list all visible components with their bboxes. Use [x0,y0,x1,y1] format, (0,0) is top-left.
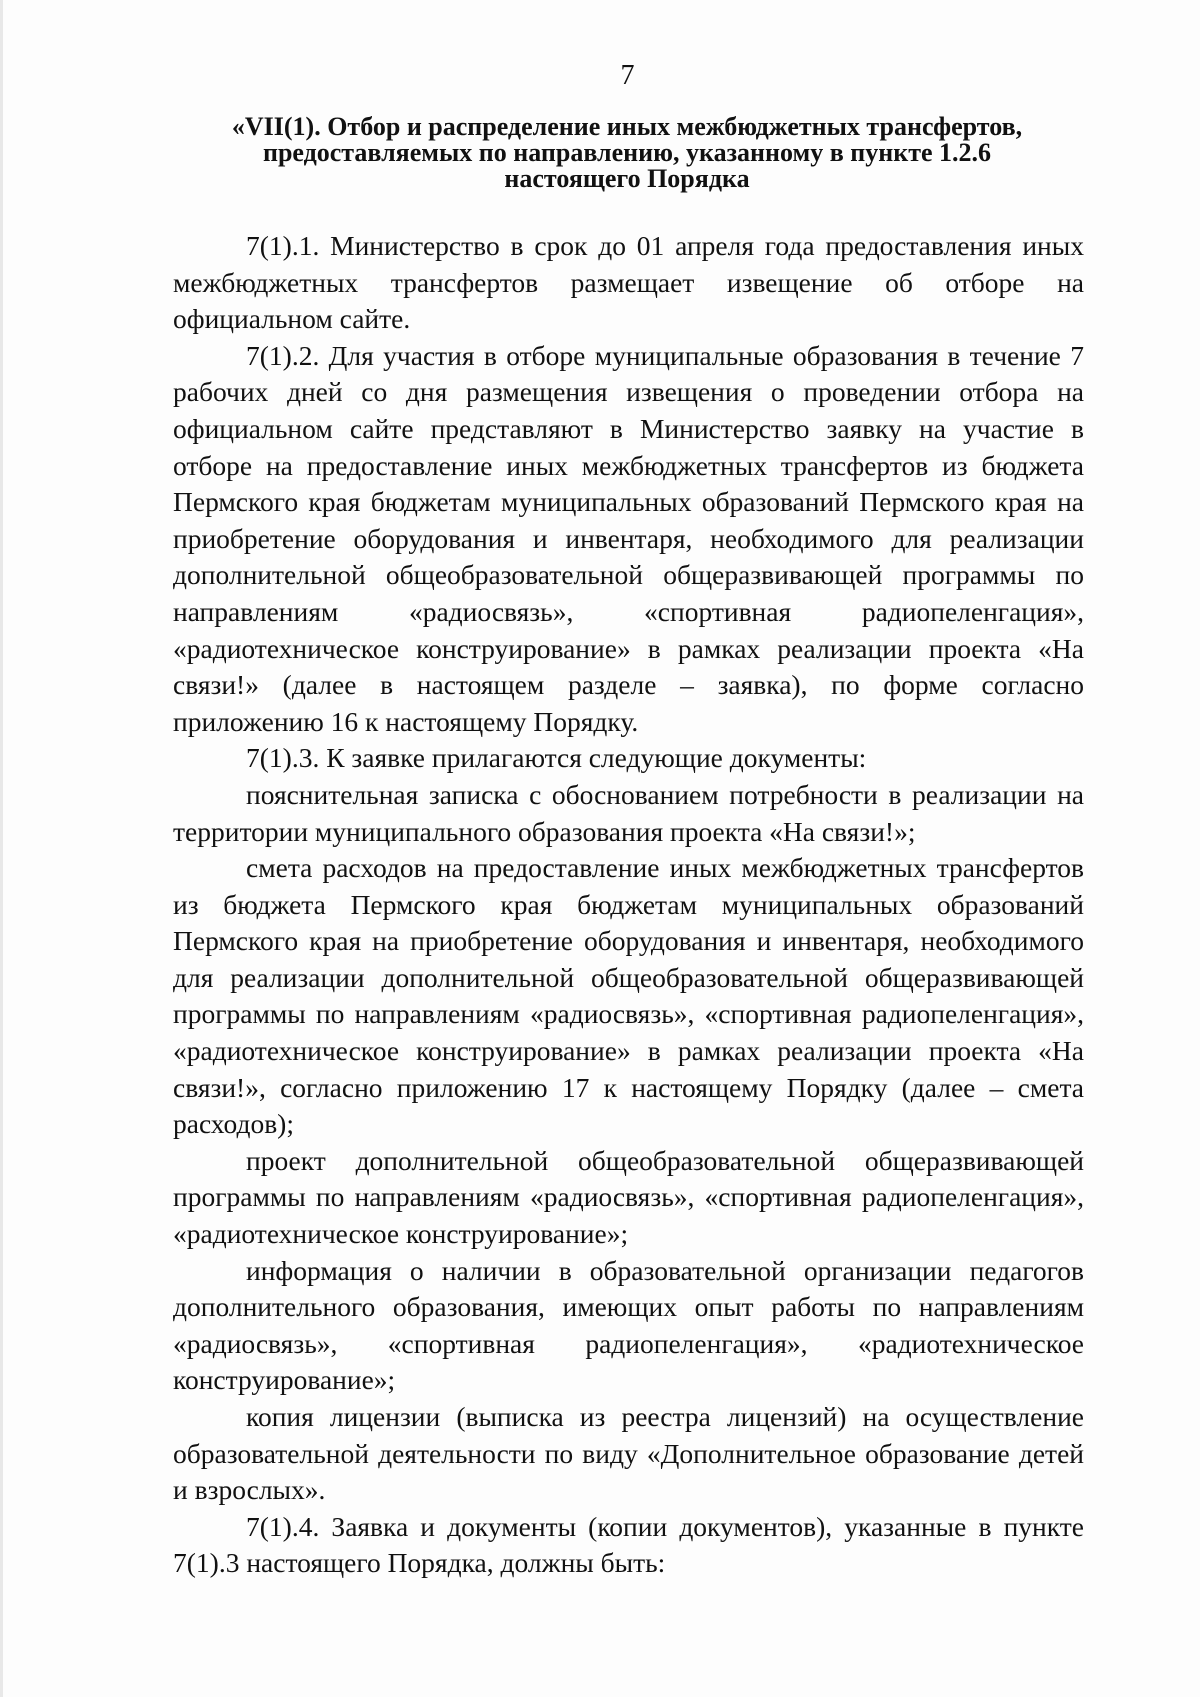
document-body [173,228,1084,1582]
heading-line-1: «VII(1). Отбор и распределение иных межбюджетных трансфертов, [231,112,1023,141]
section-heading [170,114,1084,192]
heading-line-2: предоставляемых по направлению, указанному в пункте 1.2.6 [262,138,992,167]
paragraph-program-draft: проект дополнительной общеобразовательной общеразвивающей программы по направлениям «радиосвязь», «спортивная радиопеленгация», «радиотехническое конструирование»; [173,1144,1084,1250]
paragraph-explanatory-note: пояснительная записка с обоснованием потребности в реализации на территории муниципального образования проекта «На связи!»; [173,778,1084,847]
paragraph-license-copy: копия лицензии (выписка из реестра лицензий) на осуществление образовательной деятельности по виду «Дополнительное образование детей и взрослых». [173,1401,1084,1506]
paragraph-7-1-1: 7(1).1. Министерство в срок до 01 апреля года предоставления иных межбюджетных трансфертов размещает извещение об отборе на официальном сайте. [173,230,1084,335]
paragraph-7-1-4: 7(1).4. Заявка и документы (копии документов), указанные в пункте 7(1).3 настоящего Порядка, должны быть: [173,1510,1084,1579]
paragraph-teachers-info: информация о наличии в образовательной организации педагогов дополнительного образования, имеющих опыт работы по направлениям «радиосвязь», «спортивная радиопеленгация», «радиотехническое конструирование»; [173,1254,1084,1396]
heading-line-3: настоящего Порядка [504,164,750,193]
scan-edge [0,0,3,1697]
paragraph-cost-estimate: смета расходов на предоставление иных межбюджетных трансфертов из бюджета Пермского края бюджетам муниципальных образований Пермского края на приобретение оборудования и инвентаря, необходимого для реализации дополнительной общеобразовательной общеразвивающей программы по направлениям «радиосвязь», «спортивная радиопеленгация», «радиотехническое конструирование» в рамках реализации проекта «На связи!», согласно приложению 17 к настоящему Порядку (далее – смета расходов); [173,852,1084,1140]
paragraph-7-1-3: 7(1).3. К заявке прилагаются следующие документы: [246,742,867,774]
page-number: 7 [620,60,635,91]
paragraph-7-1-2: 7(1).2. Для участия в отборе муниципальные образования в течение 7 рабочих дней со дня размещения извещения о проведении отбора на официальном сайте представляют в Министерство заявку на участие в отборе на предоставление иных межбюджетных трансфертов из бюджета Пермского края бюджетам муниципальных образований Пермского края на приобретение оборудования и инвентаря, необходимого для реализации дополнительной общеобразовательной общеразвивающей программы по направлениям «радиосвязь», «спортивная радиопеленгация», «радиотехническое конструирование» в рамках реализации проекта «На связи!» (далее в настоящем разделе – заявка), по форме согласно приложению 16 к настоящему Порядку. [173,339,1084,737]
